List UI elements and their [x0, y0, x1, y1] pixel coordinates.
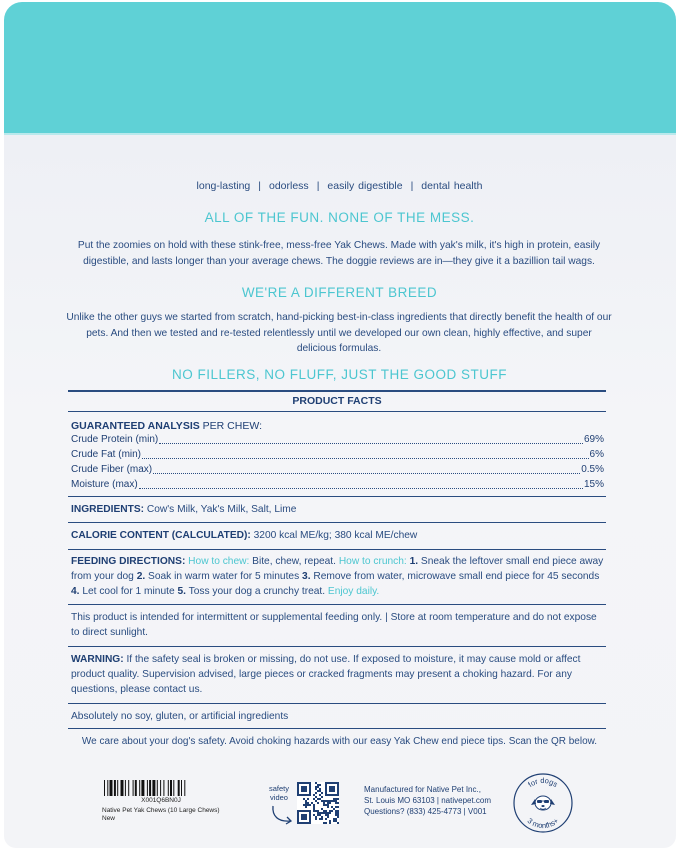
no-soy-note: Absolutely no soy, gluten, or artificial ingredients	[71, 711, 289, 722]
divider	[68, 522, 606, 523]
manufacturer-info	[364, 784, 514, 817]
tagline-item: dental health	[421, 180, 483, 192]
divider	[68, 411, 606, 412]
tagline-item: odorless	[268, 180, 309, 192]
qr-safety-note: We care about your dog's safety. Avoid choking hazards with our easy Yak Chew end piece tips. Scan the QR below.	[81, 736, 598, 747]
warning-section: WARNING: If the safety seal is broken or missing, do not use. If exposed to moisture, it may cause mold or affect product quality. Supervision advised, large pieces or cracked fragments may present a choking hazard. For any questions, please contact us.	[71, 654, 581, 695]
tagline-item: long-lasting	[196, 180, 251, 192]
qr-code-icon[interactable]	[297, 782, 339, 824]
divider	[68, 728, 606, 729]
headline-breed: WE'RE A DIFFERENT BREED	[241, 285, 438, 300]
calorie-section: CALORIE CONTENT (CALCULATED): 3200 kcal ME/kg; 380 kcal ME/chew	[71, 530, 418, 541]
barcode-description: Native Pet Yak Chews (10 Large Chews) New	[102, 807, 220, 822]
age-badge	[512, 772, 574, 834]
badge-bottom-text: 3 months+	[525, 816, 561, 831]
analysis-row	[71, 448, 604, 462]
safety-video-label: safety video	[268, 784, 289, 802]
barcode-id: X001Q6BN0J	[141, 797, 181, 804]
analysis-value: 69%	[583, 434, 604, 445]
analysis-value: 0.5%	[581, 464, 604, 475]
guaranteed-analysis-title: GUARANTEED ANALYSIS PER CHEW:	[71, 420, 262, 432]
feeding-note: This product is intended for intermittent or supplemental feeding only. | Store at room temperature and do not expose to direct sunlight.	[71, 612, 597, 638]
analysis-value: 6%	[589, 449, 604, 460]
svg-text:for dogs	[526, 776, 559, 789]
divider	[68, 390, 606, 392]
manufacturer-line: Questions? (833) 425-4773 | V001	[364, 807, 487, 816]
analysis-name: Crude Protein (min)	[71, 434, 159, 445]
curved-arrow-icon	[270, 804, 296, 826]
analysis-row	[71, 478, 604, 492]
divider: |	[258, 180, 261, 192]
badge-top-text: for dogs	[526, 775, 560, 790]
headline-fun: ALL OF THE FUN. NONE OF THE MESS.	[204, 210, 475, 225]
divider: |	[316, 180, 320, 192]
feeding-directions: FEEDING DIRECTIONS: How to chew: Bite, chew, repeat. How to crunch: 1. Sneak the leftover small end piece away from your dog 2. Soak in warm water for 5 minutes 3. Remove from water, microwave small end piece for 45 seconds 4. Let cool for 1 minute 5. Toss your dog a crunchy treat. Enjoy daily.	[71, 556, 604, 597]
manufacturer-line: Manufactured for Native Pet Inc.,	[364, 785, 481, 794]
analysis-row	[71, 463, 604, 477]
analysis-name: Moisture (max)	[71, 479, 138, 490]
svg-text:3 months+	[526, 816, 561, 830]
manufacturer-line: St. Louis MO 63103 | nativepet.com	[364, 796, 492, 805]
analysis-name: Crude Fiber (max)	[71, 464, 153, 475]
analysis-value: 15%	[583, 479, 604, 490]
analysis-name: Crude Fat (min)	[71, 449, 142, 460]
analysis-row	[71, 433, 604, 447]
barcode-sticker	[100, 780, 222, 822]
ingredients-section: INGREDIENTS: Cow's Milk, Yak's Milk, Salt, Lime	[71, 504, 297, 515]
divider: |	[410, 180, 414, 192]
divider	[68, 646, 606, 647]
product-facts-title: PRODUCT FACTS	[292, 395, 382, 407]
tagline-item: easily digestible	[327, 180, 403, 192]
divider	[68, 496, 606, 497]
headline-no-fillers: NO FILLERS, NO FLUFF, JUST THE GOOD STUFF	[171, 367, 508, 382]
barcode-image	[104, 780, 218, 796]
divider	[68, 604, 606, 605]
dog-face-icon	[531, 796, 555, 810]
paragraph-breed: Unlike the other guys we started from scratch, hand-picking best-in-class ingredients that directly benefit the health of our pets. And then we tested and re-tested relentlessly until we developed our own clean, highly effective, and super delicious formulas.	[66, 312, 612, 354]
tagline-row	[0, 180, 679, 192]
divider	[68, 703, 606, 704]
divider	[68, 549, 606, 550]
paragraph-intro: Put the zoomies on hold with these stink-free, mess-free Yak Chews. Made with yak's milk, it's high in protein, easily digestible, and lasts longer than your average chews. The doggie reviews are in—they give it a bazillion tail wags.	[77, 240, 601, 267]
